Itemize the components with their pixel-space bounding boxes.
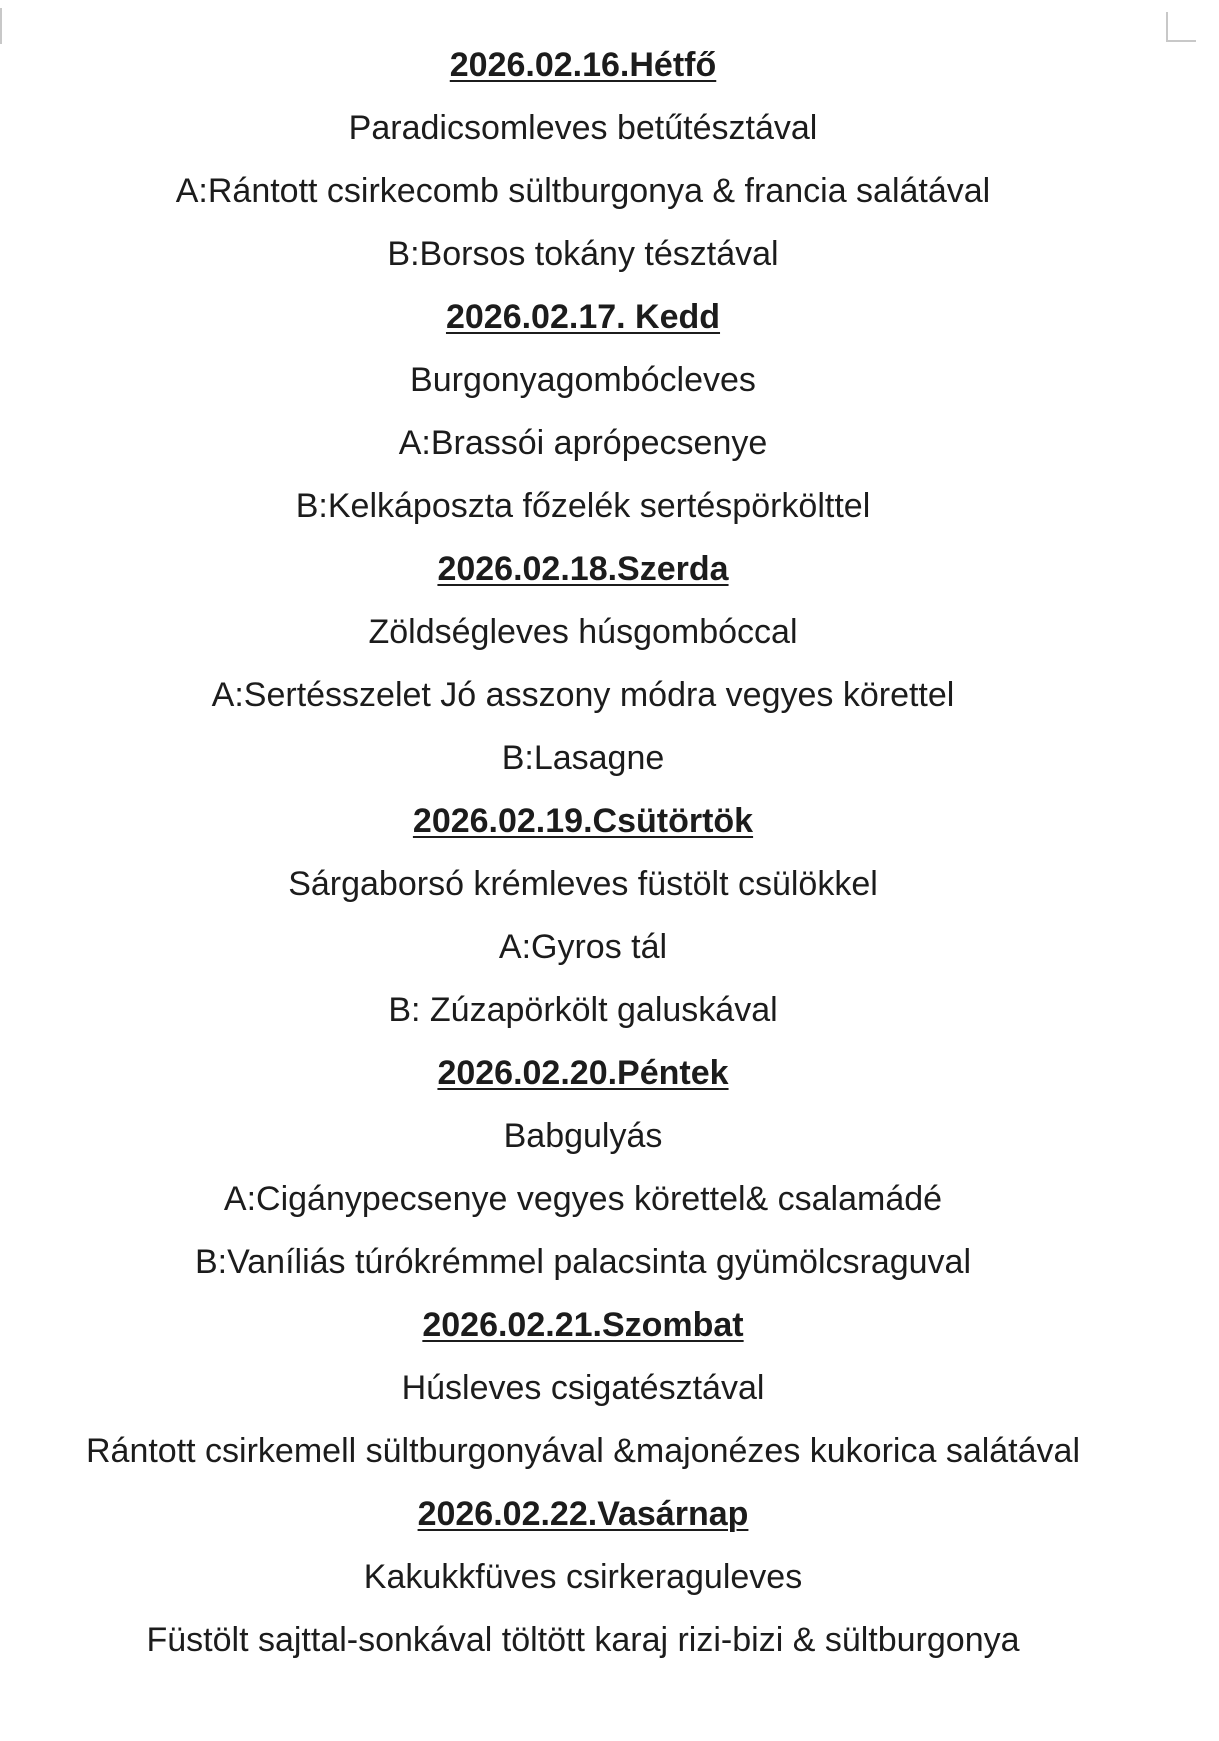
- menu-item: Burgonyagombócleves: [410, 361, 756, 399]
- menu-item: A:Gyros tál: [498, 928, 668, 966]
- menu-item: Paradicsomleves betűtésztával: [348, 109, 818, 147]
- day-heading: 2026.02.20.Péntek: [437, 1054, 729, 1092]
- menu-item: Húsleves csigatésztával: [401, 1369, 765, 1407]
- menu-item: A:Sertésszelet Jó asszony módra vegyes körettel: [211, 676, 955, 714]
- menu-item: Zöldségleves húsgombóccal: [368, 613, 798, 651]
- day-heading: 2026.02.17. Kedd: [445, 298, 721, 336]
- day-heading: 2026.02.21.Szombat: [422, 1306, 744, 1344]
- day-heading: 2026.02.22.Vasárnap: [417, 1495, 749, 1533]
- menu-item: B: Zúzapörkölt galuskával: [388, 991, 778, 1029]
- menu-item: Rántott csirkemell sültburgonyával &majonézes kukorica salátával: [85, 1432, 1081, 1470]
- menu-item: Kakukkfüves csirkeraguleves: [363, 1558, 803, 1596]
- menu-item: B:Lasagne: [501, 739, 665, 777]
- menu-item: Füstölt sajttal-sonkával töltött karaj rizi-bizi & sültburgonya: [146, 1621, 1020, 1659]
- menu-item: A:Rántott csirkecomb sültburgonya & francia salátával: [175, 172, 991, 210]
- menu-item: B:Borsos tokány tésztával: [387, 235, 779, 273]
- page-corner-mark: [1166, 12, 1196, 42]
- menu-item: B:Vaníliás túrókrémmel palacsinta gyümölcsraguval: [194, 1243, 972, 1281]
- menu-item: A:Cigánypecsenye vegyes körettel& csalamádé: [223, 1180, 943, 1218]
- menu-item: B:Kelkáposzta főzelék sertéspörkölttel: [295, 487, 871, 525]
- menu-item: A:Brassói aprópecsenye: [398, 424, 768, 462]
- day-heading: 2026.02.16.Hétfő: [449, 46, 717, 84]
- menu-item: Babgulyás: [503, 1117, 663, 1155]
- weekly-menu: [0, 34, 1166, 1672]
- day-heading: 2026.02.18.Szerda: [437, 550, 729, 588]
- menu-item: Sárgaborsó krémleves füstölt csülökkel: [288, 865, 878, 903]
- day-heading: 2026.02.19.Csütörtök: [412, 802, 754, 840]
